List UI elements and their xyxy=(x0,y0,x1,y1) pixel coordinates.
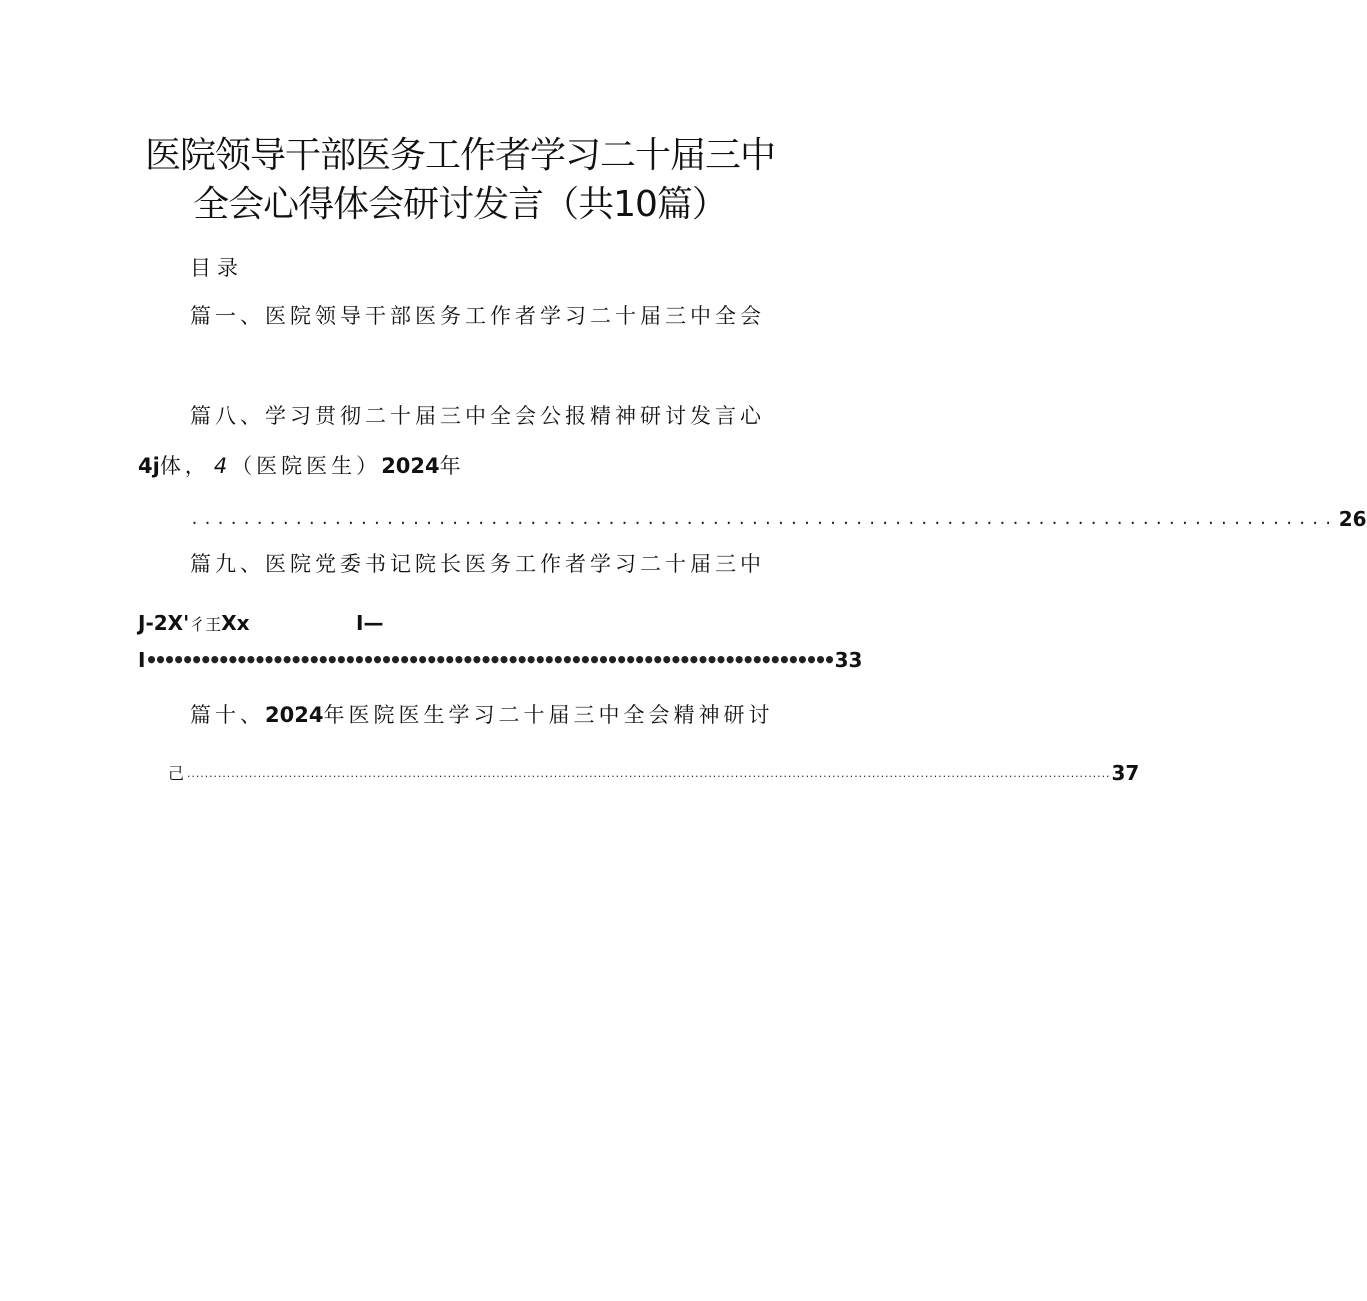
toc-entry-1[interactable]: 篇一、医院领导干部医务工作者学习二十届三中全会 xyxy=(190,304,765,328)
toc-entry-8-year-suffix: 年 xyxy=(439,454,465,478)
document-title-line-2: 全会心得体会研讨发言（共10篇） xyxy=(193,184,727,225)
toc-entry-10-leader xyxy=(168,760,1140,785)
toc-entry-8-year: 2024 xyxy=(381,454,440,478)
toc-entry-10[interactable] xyxy=(190,705,773,726)
toc-entry-8-garble-c: 4 xyxy=(213,454,228,478)
dot-leader: ........................................................................................ xyxy=(190,510,1337,528)
dot-leader: •••••••••••••••••••••••••••••••••••••••••••••••••••••••••••••••••••••••••••• xyxy=(145,648,833,672)
toc-entry-8-page-number[interactable]: 26 xyxy=(1338,507,1367,531)
toc-entry-9-garble-c: Xx xyxy=(221,611,250,635)
toc-entry-9[interactable]: 篇九、医院党委书记院长医务工作者学习二十届三中 xyxy=(190,552,765,576)
toc-entry-10-page-number[interactable]: 37 xyxy=(1111,761,1140,785)
toc-entry-10-year: 2024 xyxy=(265,703,324,727)
toc-entry-10-text: 年医院医生学习二十届三中全会精神研讨 xyxy=(323,703,774,727)
toc-entry-9-continuation xyxy=(138,613,250,633)
document-title-line-1: 医院领导干部医务工作者学习二十届三中 xyxy=(144,135,775,176)
toc-entry-8-paren: （医院医生） xyxy=(231,454,382,478)
toc-entry-10-lead-mark: 己 xyxy=(168,764,185,783)
toc-entry-8-garble-a: 4j xyxy=(138,454,160,478)
toc-entry-9-garble-b: 彳王 xyxy=(189,615,222,634)
toc-entry-9-garble-a: J-2X' xyxy=(138,611,190,635)
toc-entry-9-leader xyxy=(138,647,863,672)
toc-entry-9-lead-mark: I xyxy=(138,648,146,672)
toc-heading: 目录 xyxy=(190,256,244,280)
toc-entry-8[interactable]: 篇八、学习贯彻二十届三中全会公报精神研讨发言心 xyxy=(190,404,765,428)
dot-leader: ................................................................................................................................................................................................................. xyxy=(186,770,1110,780)
toc-entry-8-continuation xyxy=(138,456,465,477)
toc-entry-9-page-number[interactable]: 33 xyxy=(834,648,863,672)
toc-entry-8-garble-b: 体， xyxy=(159,454,210,478)
toc-entry-10-prefix: 篇十、 xyxy=(190,703,265,727)
toc-entry-9-garble-right: I— xyxy=(356,611,384,635)
toc-entry-8-leader xyxy=(190,506,1367,531)
